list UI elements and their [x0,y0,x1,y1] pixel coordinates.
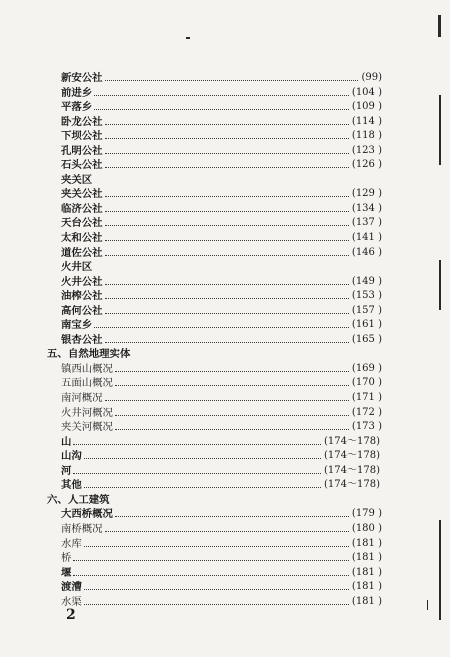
toc-entry [0,318,450,333]
entry-page: (126 ) [351,159,382,171]
entry-label: 桥 [61,552,72,565]
entry-label: 卧龙公社 [61,115,103,128]
section-title: 自然地理实体 [68,348,131,361]
entry-label: 南宝乡 [61,319,93,332]
entry-page: (172 ) [351,406,382,418]
toc-entry [0,115,450,130]
toc-entry [0,464,450,479]
entry-page: (99) [361,72,382,83]
toc-entry [0,158,450,173]
leader-dots [115,512,349,517]
entry-page: (181 ) [351,581,382,593]
entry-label: 新安公社 [61,72,103,84]
entry-page: (165 ) [351,333,382,345]
entry-page: (161 ) [351,319,382,331]
entry-label: 临济公社 [61,202,103,215]
toc-entry [0,537,450,552]
scan-edge-mark [439,520,441,620]
entry-label: 大西桥概况 [61,508,113,521]
toc-entry [0,275,450,290]
entry-page: (134 ) [351,202,382,214]
leader-dots [105,309,349,314]
district-heading [0,173,450,188]
leader-dots [115,381,349,386]
entry-page: (157 ) [351,304,382,316]
leader-dots [105,251,349,256]
entry-page: (181 ) [351,566,382,578]
toc-entry [0,304,450,319]
toc-entry [0,71,450,86]
entry-page: (104 ) [351,86,382,98]
entry-label: 南桥概况 [61,522,103,535]
toc-entry [0,580,450,595]
toc-entry [0,129,450,144]
entry-page: (174～178) [324,464,380,476]
entry-label: 水渠 [61,595,82,608]
leader-dots [84,542,349,547]
toc-entry [0,216,450,231]
entry-label: 道佐公社 [61,246,103,259]
entry-page: (137 ) [351,217,382,229]
leader-dots [94,105,349,110]
entry-page: (169 ) [351,362,382,374]
entry-page: (174～178) [324,479,380,491]
leader-dots [105,207,349,212]
entry-page: (114 ) [351,115,382,127]
toc-entry [0,449,450,464]
entry-page: (129 ) [351,188,382,200]
entry-page: (171 ) [351,392,382,404]
entry-page: (149 ) [351,275,382,287]
toc-entry [0,362,450,377]
section-title: 人工建筑 [68,493,110,506]
toc-entry [0,333,450,348]
leader-dots [84,454,321,459]
entry-label: 其他 [61,479,82,492]
leader-dots [115,411,349,416]
entry-label: 镇西山概况 [61,362,113,375]
entry-label: 平落乡 [61,101,93,114]
entry-label: 火井公社 [61,275,103,288]
entry-label: 火井区 [61,261,93,274]
toc-entry [0,406,450,421]
entry-label: 油榨公社 [61,290,103,303]
scan-speck [186,37,190,39]
toc-entry [0,551,450,566]
scan-edge-mark [438,15,441,37]
leader-dots [73,469,321,474]
leader-dots [105,134,349,139]
toc-entry [0,522,450,537]
entry-page: (118 ) [351,130,382,142]
leader-dots [105,338,349,343]
leader-dots [105,396,349,401]
entry-label: 夹关河概况 [61,421,113,434]
entry-page: (123 ) [351,144,382,156]
entry-label: 石头公社 [61,159,103,172]
entry-label: 堰 [61,566,72,579]
scan-edge-mark [439,95,441,165]
toc-entry [0,86,450,101]
page-number: 2 [66,607,76,623]
toc-entry [0,566,450,581]
entry-label: 银杏公社 [61,333,103,346]
entry-label: 下坝公社 [61,130,103,143]
leader-dots [105,149,349,154]
entry-label: 五面山概况 [61,377,113,390]
toc-entry [0,507,450,522]
section-number: 五、 [47,348,68,361]
toc-entry [0,231,450,246]
entry-page: (174～178) [324,450,380,462]
toc-entry [0,376,450,391]
leader-dots [105,76,358,81]
leader-dots [105,294,349,299]
toc-entry [0,187,450,202]
section-heading [0,493,450,508]
leader-dots [105,236,349,241]
section-number: 六、 [47,493,68,506]
toc-entry [0,391,450,406]
scan-edge-mark [439,260,441,310]
entry-page: (181 ) [351,595,382,607]
entry-label: 渡漕 [61,581,82,594]
entry-label: 夹关公社 [61,188,103,201]
district-heading [0,260,450,275]
leader-dots [115,367,349,372]
leader-dots [105,527,349,532]
entry-label: 前进乡 [61,86,93,99]
leader-dots [73,440,321,445]
leader-dots [115,425,349,430]
leader-dots [84,483,321,488]
entry-page: (141 ) [351,232,382,244]
entry-page: (174～178) [324,435,380,447]
leader-dots [73,556,349,561]
leader-dots [105,192,349,197]
leader-dots [105,280,349,285]
entry-label: 太和公社 [61,232,103,245]
entry-label: 山沟 [61,450,82,463]
entry-label: 夹关区 [61,173,93,186]
entry-label: 山 [61,435,72,448]
toc-entry [0,435,450,450]
entry-page: (153 ) [351,290,382,302]
toc-entry [0,202,450,217]
scan-edge-mark [427,600,428,610]
leader-dots [94,91,349,96]
leader-dots [94,323,349,328]
toc-entry [0,144,450,159]
leader-dots [73,571,349,576]
toc-entry [0,246,450,261]
entry-page: (181 ) [351,537,382,549]
table-of-contents [0,71,450,609]
entry-label: 水库 [61,537,82,550]
leader-dots [105,120,349,125]
toc-entry [0,100,450,115]
leader-dots [84,600,349,605]
entry-label: 高何公社 [61,304,103,317]
entry-page: (109 ) [351,101,382,113]
toc-entry [0,289,450,304]
leader-dots [105,163,349,168]
entry-label: 天台公社 [61,217,103,230]
entry-label: 南河概况 [61,392,103,405]
entry-page: (173 ) [351,421,382,433]
leader-dots [84,585,349,590]
section-heading [0,347,450,362]
toc-entry [0,420,450,435]
entry-page: (180 ) [351,522,382,534]
leader-dots [105,221,349,226]
entry-page: (170 ) [351,377,382,389]
entry-page: (179 ) [351,508,382,520]
entry-label: 河 [61,464,72,477]
entry-page: (146 ) [351,246,382,258]
entry-label: 火井河概况 [61,406,113,419]
entry-label: 孔明公社 [61,144,103,157]
entry-page: (181 ) [351,552,382,564]
toc-entry [0,478,450,493]
